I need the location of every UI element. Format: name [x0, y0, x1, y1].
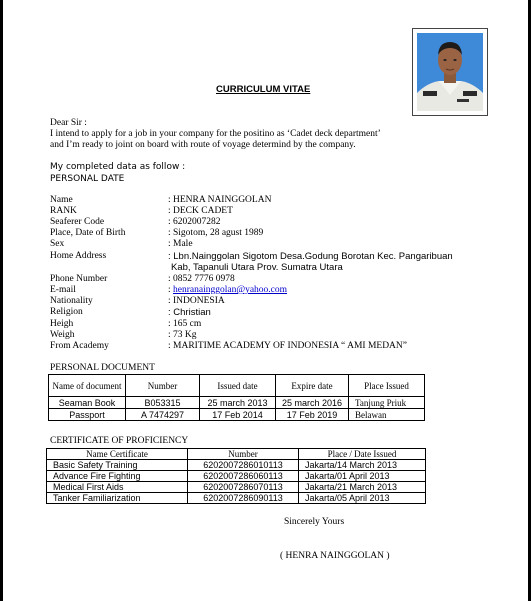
- label-home-address: Home Address: [50, 251, 107, 261]
- certificate-heading: CERTIFICATE OF PROFICIENCY: [50, 436, 189, 446]
- value-sex: : Male: [168, 239, 193, 249]
- label-email: E-mail: [50, 285, 76, 295]
- profile-photo-frame: [412, 28, 488, 116]
- value-weight: : 73 Kg: [168, 330, 197, 340]
- header-name-of-document: Name of document: [49, 375, 126, 397]
- cell-certificate-name: Advance Fire Fighting: [47, 471, 188, 482]
- value-home-address-line-2: Kab, Tapanuli Utara Prov. Sumatra Utara: [171, 262, 343, 273]
- cell-doc-issued: 25 march 2013: [200, 397, 276, 409]
- cell-certificate-name: Medical First Aids: [47, 482, 188, 493]
- value-seafarer-code: : 6202007282: [168, 217, 221, 227]
- label-phone: Phone Number: [50, 274, 108, 284]
- value-home-address: : Lbn.Nainggolan Sigotom Desa.Godung Borotan Kec. Pangaribuan: [168, 251, 453, 262]
- value-academy: : MARITIME ACADEMY OF INDONESIA “ AMI MEDAN”: [168, 341, 407, 351]
- cell-doc-place: Tanjung Priuk: [349, 397, 425, 409]
- salutation: Dear Sir :: [50, 118, 87, 128]
- cell-doc-number: B053315: [126, 397, 200, 409]
- table-header-row: [49, 375, 425, 397]
- cell-certificate-number: 6202007286010113: [188, 460, 299, 471]
- value-email: [168, 285, 287, 295]
- value-rank: : DECK CADET: [168, 206, 233, 216]
- cell-doc-expire: 25 march 2016: [276, 397, 349, 409]
- label-sex: Sex: [50, 239, 65, 249]
- label-seafarer-code: Seaferer Code: [50, 217, 105, 227]
- intro-line-1: I intend to apply for a job in your company for the positino as ‘Cadet deck department’: [50, 129, 381, 139]
- cell-doc-expire: 17 Feb 2019: [276, 409, 349, 421]
- closing: Sincerely Yours: [284, 517, 345, 527]
- cell-certificate-place-date: Jakarta/14 March 2013: [299, 460, 426, 471]
- header-issued-date: Issued date: [200, 375, 276, 397]
- cell-certificate-place-date: Jakarta/05 April 2013: [299, 493, 426, 504]
- cell-doc-number: A 7474297: [126, 409, 200, 421]
- value-nationality: : INDONESIA: [168, 296, 225, 306]
- header-expire-date: Expire date: [276, 375, 349, 397]
- label-weight: Weigh: [50, 330, 75, 340]
- personal-document-heading: PERSONAL DOCUMENT: [50, 363, 155, 373]
- label-academy: From Academy: [50, 341, 109, 351]
- table-header-row: [47, 449, 426, 460]
- header-name-certificate: Name Certificate: [47, 449, 188, 460]
- portrait-image: [417, 33, 483, 111]
- cell-doc-place: Belawan: [349, 409, 425, 421]
- table-row: [49, 397, 425, 409]
- profile-photo: [417, 33, 483, 111]
- header-place-date-issued: Place / Date Issued: [299, 449, 426, 460]
- label-nationality: Nationality: [50, 296, 93, 306]
- cell-certificate-number: 6202007286070113: [188, 482, 299, 493]
- table-row: [47, 471, 426, 482]
- table-row: [49, 409, 425, 421]
- cv-page: [3, 0, 528, 601]
- cell-certificate-number: 6202007286060113: [188, 471, 299, 482]
- label-place-date-of-birth: Place, Date of Birth: [50, 228, 126, 238]
- personal-document-table: [48, 374, 425, 421]
- value-phone: : 0852 7776 0978: [168, 274, 235, 284]
- cell-certificate-name: Basic Safety Training: [47, 460, 188, 471]
- certificate-table: [46, 448, 426, 504]
- cell-certificate-place-date: Jakarta/01 April 2013: [299, 471, 426, 482]
- personal-date-heading: PERSONAL DATE: [50, 174, 125, 184]
- value-name: : HENRA NAINGGOLAN: [168, 195, 272, 205]
- label-rank: RANK: [50, 206, 77, 216]
- cell-doc-name: Passport: [49, 409, 126, 421]
- cell-certificate-place-date: Jakarta/21 March 2013: [299, 482, 426, 493]
- document-title: CURRICULUM VITAE: [216, 84, 311, 95]
- value-height: : 165 cm: [168, 319, 202, 329]
- cell-doc-issued: 17 Feb 2014: [200, 409, 276, 421]
- value-place-date-of-birth: : Sigotom, 28 agust 1989: [168, 228, 264, 238]
- label-name: Name: [50, 195, 73, 205]
- label-height: Heigh: [50, 319, 74, 329]
- label-religion: Religion: [50, 307, 83, 317]
- email-link[interactable]: henranainggolan@yahoo.com: [173, 285, 288, 295]
- signature-name: ( HENRA NAINGGOLAN ): [280, 551, 390, 561]
- cell-certificate-number: 6202007286090113: [188, 493, 299, 504]
- cell-doc-name: Seaman Book: [49, 397, 126, 409]
- table-row: [47, 482, 426, 493]
- cell-certificate-name: Tanker Familiarization: [47, 493, 188, 504]
- value-religion: : Christian: [168, 307, 211, 318]
- header-number: Number: [188, 449, 299, 460]
- email-prefix: :: [168, 285, 174, 295]
- header-place-issued: Place Issued: [349, 375, 425, 397]
- data-intro: My completed data as follow :: [50, 162, 186, 172]
- table-row: [47, 493, 426, 504]
- table-row: [47, 460, 426, 471]
- intro-line-2: and I’m ready to joint on board with route of voyage determind by the company.: [50, 140, 356, 150]
- header-number: Number: [126, 375, 200, 397]
